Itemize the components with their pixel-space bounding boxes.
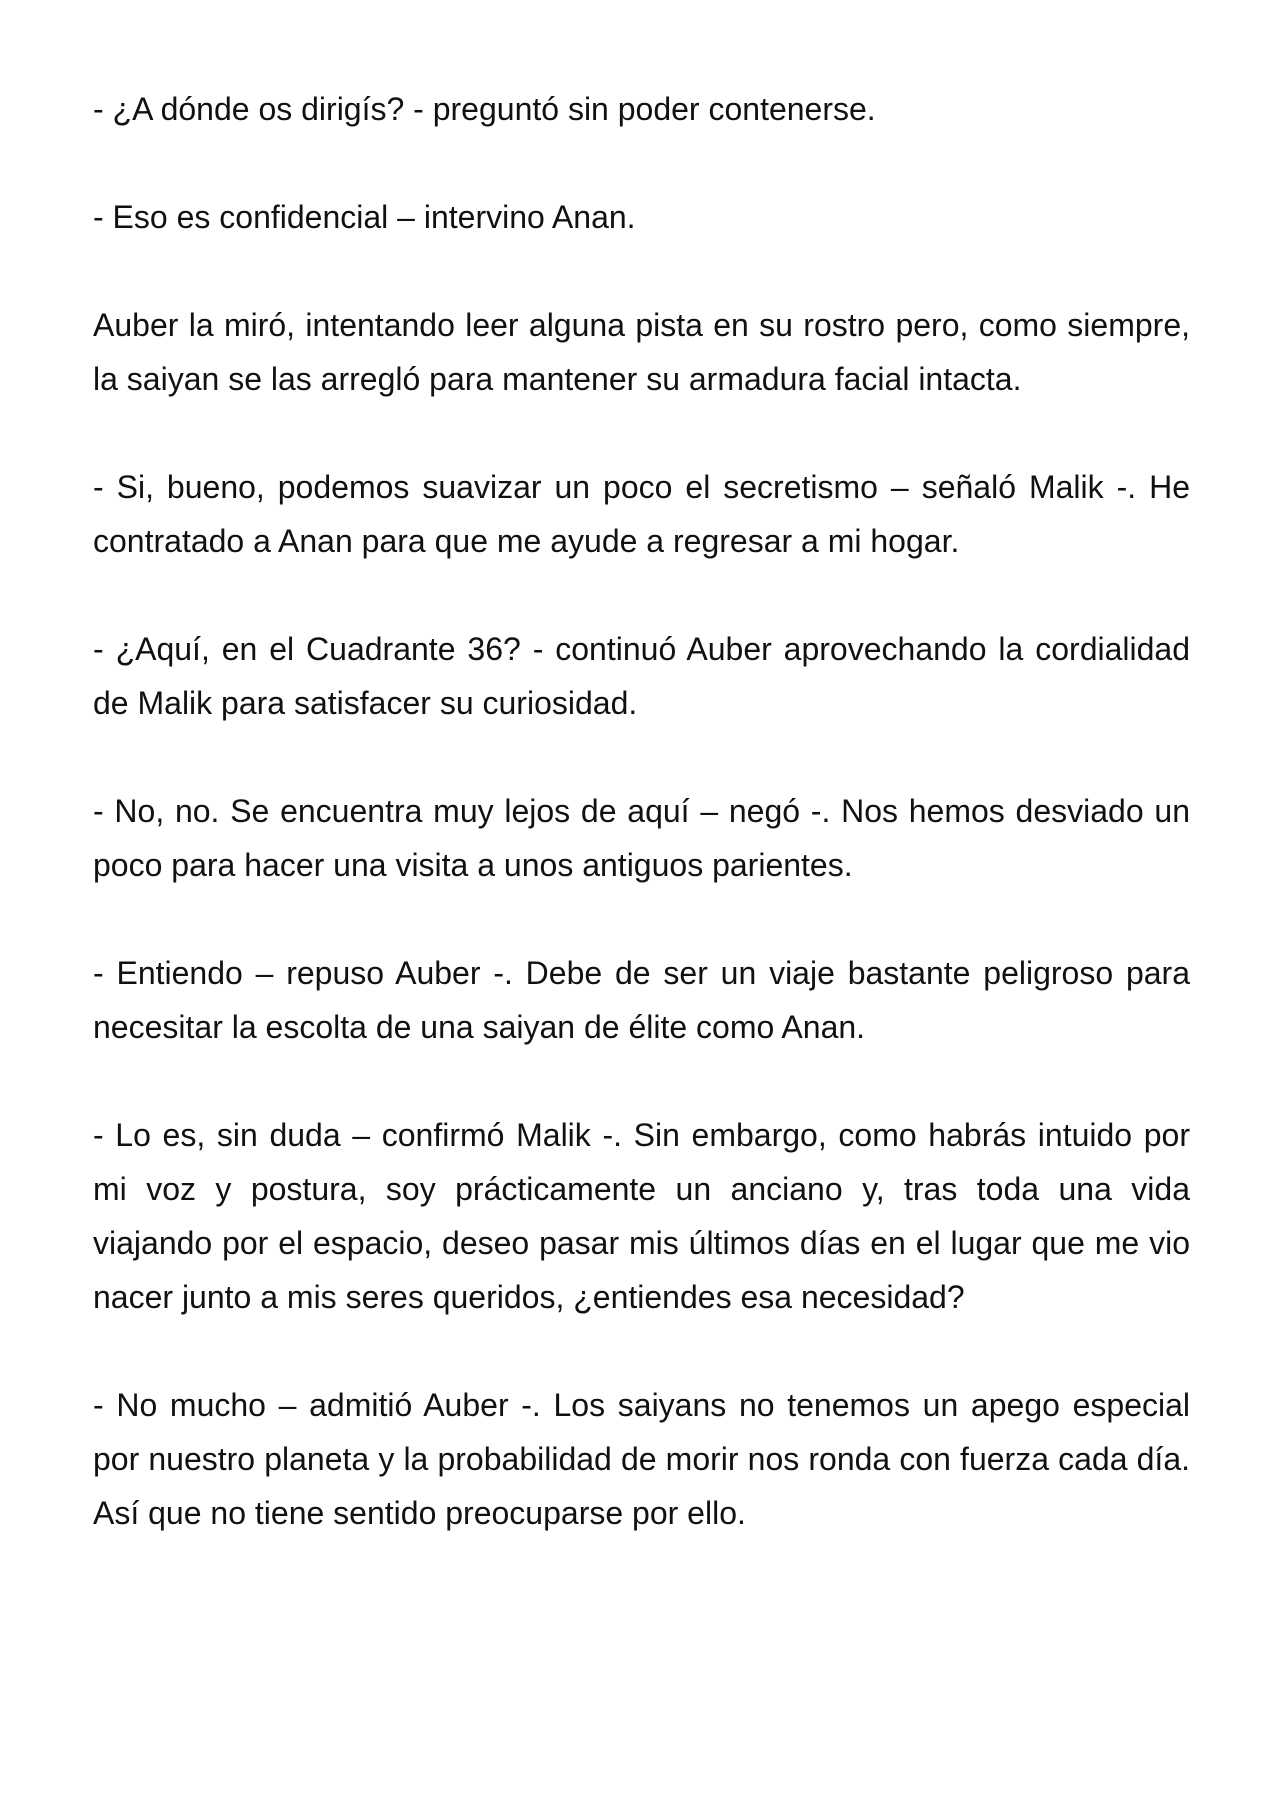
- paragraph-6: - No, no. Se encuentra muy lejos de aquí – negó -. Nos hemos desviado un poco para hacer una visita a unos antiguos parientes.: [93, 793, 1190, 883]
- paragraph-8: - Lo es, sin duda – confirmó Malik -. Sin embargo, como habrás intuido por mi voz y postura, soy prácticamente un anciano y, tras toda una vida viajando por el espacio, deseo pasar mis últimos días en el lugar que me vio nacer junto a mis seres queridos, ¿entiendes esa necesidad?: [93, 1117, 1190, 1315]
- paragraph-7: - Entiendo – repuso Auber -. Debe de ser un viaje bastante peligroso para necesitar la escolta de una saiyan de élite como Anan.: [93, 955, 1190, 1045]
- paragraph-3: Auber la miró, intentando leer alguna pista en su rostro pero, como siempre, la saiyan se las arregló para mantener su armadura facial intacta.: [93, 307, 1190, 397]
- paragraph-9: - No mucho – admitió Auber -. Los saiyans no tenemos un apego especial por nuestro planeta y la probabilidad de morir nos ronda con fuerza cada día. Así que no tiene sentido preocuparse por ello.: [93, 1387, 1190, 1531]
- paragraph-2: - Eso es confidencial – intervino Anan.: [93, 199, 636, 235]
- paragraph-5: - ¿Aquí, en el Cuadrante 36? - continuó Auber aprovechando la cordialidad de Malik para satisfacer su curiosidad.: [93, 631, 1190, 721]
- paragraph-4: - Si, bueno, podemos suavizar un poco el secretismo – señaló Malik -. He contratado a Anan para que me ayude a regresar a mi hogar.: [93, 469, 1190, 559]
- paragraph-1: - ¿A dónde os dirigís? - preguntó sin poder contenerse.: [93, 91, 876, 127]
- document-page: [93, 82, 1190, 1540]
